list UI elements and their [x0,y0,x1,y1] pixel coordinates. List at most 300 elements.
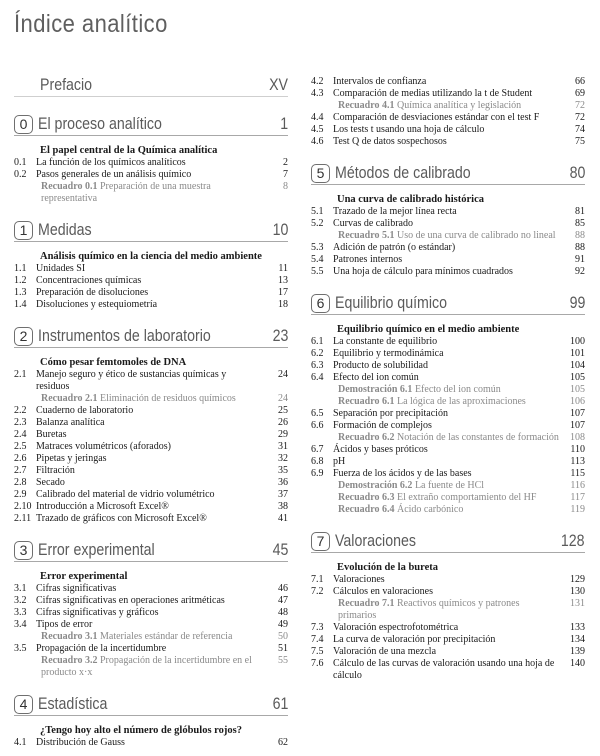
entry-number: 4.2 [311,76,324,87]
section-gap [14,311,288,325]
entry-page: 134 [570,634,585,645]
entry-page: 100 [570,336,585,347]
toc-entry[interactable] [311,574,585,586]
entry-title[interactable]: Fuerza de los ácidos y de las bases [333,468,472,479]
entry-number: 1.3 [14,287,27,298]
box-label: Recuadro 3.1 [41,631,98,642]
box-label: Recuadro 6.3 [338,492,395,503]
entry-title[interactable]: Secado [36,477,65,488]
entry-number: 6.3 [311,360,324,371]
box-title: Ácido carbónico [396,504,464,515]
entry-page: 46 [278,583,288,594]
entry-number: 0.1 [14,157,27,168]
entry-number: 4.3 [311,88,324,99]
entry-number: 6.9 [311,468,324,479]
entry-page: 11 [278,263,288,274]
entry-page: 88 [575,230,585,241]
chapter-page: 80 [569,164,585,182]
box-label: Recuadro 6.1 [338,396,395,407]
chapter-number: 6 [311,294,330,313]
toc-entry[interactable] [311,266,585,278]
entry-page: 106 [570,396,585,407]
entry-page: 107 [570,408,585,419]
chapter-number: 1 [14,221,33,240]
entry-title[interactable]: Formación de complejos [333,420,432,431]
box-entry-text[interactable] [311,100,585,112]
entry-number: 4.5 [311,124,324,135]
entry-page: 37 [278,489,288,500]
entry-title[interactable]: Los tests t usando una hoja de cálculo [333,124,485,135]
section-gap [311,278,585,292]
box-entry-text[interactable] [311,230,585,242]
box-title: Efecto del ion común [414,384,501,395]
section-subheading: Una curva de calibrado histórica [337,194,484,205]
toc-entry[interactable] [14,405,288,417]
toc-entry[interactable] [311,586,585,598]
toc-entry[interactable] [311,112,585,124]
entry-page: 50 [278,631,288,642]
box-entry-text[interactable] [14,655,288,679]
box-label: Recuadro 6.2 [338,432,395,443]
chapter-title[interactable]: Equilibrio químico [335,294,448,312]
entry-page: 105 [570,372,585,383]
entry-page: 47 [278,595,288,606]
entry-number: 1.4 [14,299,27,310]
entry-page: 48 [278,607,288,618]
toc-entry[interactable] [311,242,585,254]
chapter-title[interactable]: El proceso analítico [38,115,162,133]
entry-title[interactable]: Pipetas y jeringas [36,453,107,464]
entry-page: 25 [278,405,288,416]
toc-entry[interactable] [311,76,585,88]
toc-box-entry[interactable] [311,396,585,408]
box-title: Notación de las constantes de formación [396,432,559,443]
box-entry-text[interactable] [311,480,585,492]
toc-entry[interactable] [14,501,288,513]
entry-title[interactable]: Equilibrio y termodinámica [333,348,444,359]
entry-number: 4.1 [14,737,27,748]
chapter-number: 4 [14,695,33,714]
chapter-spacer [311,553,585,555]
chapter-number: 7 [311,532,330,551]
toc-entry[interactable] [311,634,585,646]
page-title: Índice analítico [14,10,168,38]
entry-number: 2.8 [14,477,27,488]
entry-page: 24 [278,393,288,404]
toc-entry[interactable] [311,444,585,456]
entry-page: 13 [278,275,288,286]
entry-title[interactable]: Adición de patrón (o estándar) [333,242,456,253]
entry-title[interactable]: Cálculo de las curvas de valoración usando una hoja de cálculo [333,658,555,681]
entry-number: 2.3 [14,417,27,428]
chapter-page: 23 [272,327,288,345]
toc-entry[interactable] [311,88,585,100]
entry-page: 41 [278,513,288,524]
entry-page: 35 [278,465,288,476]
toc-box-entry[interactable] [14,181,288,205]
entry-number: 5.1 [311,206,324,217]
entry-number: 7.4 [311,634,324,645]
box-label: Recuadro 5.1 [338,230,395,241]
toc-entry[interactable] [14,299,288,311]
toc-box-entry[interactable] [14,393,288,405]
entry-title[interactable]: Trazado de la mejor línea recta [333,206,457,217]
toc-box-entry[interactable] [311,230,585,242]
entry-page: 51 [278,643,288,654]
entry-page: 88 [575,242,585,253]
toc-entry[interactable] [14,441,288,453]
entry-number: 7.5 [311,646,324,657]
chapter-heading[interactable] [14,74,288,97]
entry-page: 66 [575,76,585,87]
entry-page: 81 [575,206,585,217]
entry-title[interactable]: Calibrado del material de vidrio volumétrico [36,489,215,500]
entry-title[interactable]: La curva de valoración por precipitación [333,634,496,645]
toc-entry[interactable] [311,360,585,372]
chapter-page: 1 [280,115,288,133]
chapter-page: 61 [272,695,288,713]
toc-entry[interactable] [311,136,585,148]
entry-page: 85 [575,218,585,229]
entry-page: 108 [570,432,585,443]
toc-entry[interactable] [14,453,288,465]
toc-entry[interactable] [14,465,288,477]
chapter-title[interactable]: Prefacio [40,76,93,94]
entry-number: 2.2 [14,405,27,416]
entry-page: 8 [283,181,288,192]
chapter-number: 0 [14,115,33,134]
section-subheading: Cómo pesar femtomoles de DNA [40,357,187,368]
entry-page: 62 [278,737,288,748]
chapter-heading[interactable] [14,113,288,136]
entry-number: 0.2 [14,169,27,180]
toc-left-column [14,74,288,749]
chapter-heading[interactable] [311,292,585,315]
chapter-title[interactable]: Error experimental [38,541,155,559]
toc-entry[interactable] [14,275,288,287]
section-subheading: Evolución de la bureta [337,562,439,573]
entry-page: 29 [278,429,288,440]
entry-title[interactable]: Curvas de calibrado [333,218,413,229]
chapter-heading[interactable] [14,219,288,242]
box-entry-text[interactable] [14,181,288,205]
entry-number: 5.2 [311,218,324,229]
entry-title[interactable]: Producto de solubilidad [333,360,428,371]
entry-title[interactable]: La constante de equilibrio [333,336,438,347]
entry-number: 2.5 [14,441,27,452]
entry-number: 4.4 [311,112,324,123]
box-title: Reactivos químicos y patrones primarios [338,598,520,621]
entry-title[interactable]: Filtración [36,465,75,476]
entry-page: 38 [278,501,288,512]
entry-title[interactable]: Unidades SI [36,263,86,274]
entry-page: 31 [278,441,288,452]
box-title: El extraño comportamiento del HF [396,492,537,503]
entry-page: 24 [278,369,288,380]
entry-number: 3.4 [14,619,27,630]
section-gap [311,148,585,162]
entry-number: 2.4 [14,429,27,440]
chapter-title[interactable]: Estadística [38,695,108,713]
toc-entry[interactable] [14,737,288,749]
box-title: Uso de una curva de calibrado no lineal [396,230,556,241]
entry-title[interactable]: Buretas [36,429,67,440]
entry-title[interactable]: Manejo seguro y ético de sustancias químicas y residuos [36,369,227,392]
entry-page: 2 [283,157,288,168]
box-title: Preparación de una muestra representativa [41,181,211,204]
entry-title[interactable]: Matraces volumétricos (aforados) [36,441,171,452]
toc-entry[interactable] [14,619,288,631]
entry-page: 92 [575,266,585,277]
toc-entry[interactable] [311,206,585,218]
entry-title[interactable]: La función de los químicos analíticos [36,157,186,168]
chapter-spacer [14,716,288,718]
toc-entry[interactable] [14,287,288,299]
entry-page: 49 [278,619,288,630]
box-label: Demostración 6.1 [338,384,413,395]
entry-title[interactable]: Intervalos de confianza [333,76,427,87]
toc-box-entry[interactable] [311,504,585,516]
toc-box-entry[interactable] [311,432,585,444]
chapter-title[interactable]: Valoraciones [335,532,416,550]
chapter-title[interactable]: Instrumentos de laboratorio [38,327,211,345]
toc-entry[interactable] [311,622,585,634]
toc-right-column [311,76,585,682]
entry-title[interactable]: Pasos generales de un análisis químico [36,169,192,180]
box-entry-text[interactable] [311,396,585,408]
section-gap [14,679,288,693]
entry-page: 74 [575,124,585,135]
entry-number: 2.6 [14,453,27,464]
entry-page: 131 [570,598,585,609]
section-subheading: ¿Tengo hoy alto el número de glóbulos rojos? [40,725,242,736]
chapter-spacer [14,562,288,564]
chapter-heading[interactable] [14,539,288,562]
toc-box-entry[interactable] [311,598,585,622]
entry-title[interactable]: Preparación de disoluciones [36,287,149,298]
toc-entry[interactable] [14,513,288,525]
entry-title[interactable]: pH [333,456,346,467]
entry-page: 69 [575,88,585,99]
entry-title[interactable]: Cifras significativas en operaciones aritméticas [36,595,225,606]
toc-entry[interactable] [311,348,585,360]
box-label: Recuadro 3.2 [41,655,98,666]
entry-page: 72 [575,100,585,111]
entry-page: 130 [570,586,585,597]
entry-page: 133 [570,622,585,633]
chapter-number: 2 [14,327,33,346]
box-label: Recuadro 2.1 [41,393,98,404]
toc-entry[interactable] [14,607,288,619]
toc-entry[interactable] [14,369,288,393]
box-title: Propagación de la incertidumbre en el producto x·x [41,655,252,678]
entry-number: 7.6 [311,658,324,669]
box-title: Eliminación de residuos químicos [99,393,236,404]
chapter-heading[interactable] [14,325,288,348]
entry-title[interactable]: Introducción a Microsoft Excel® [36,501,169,512]
entry-number: 3.5 [14,643,27,654]
toc-entry[interactable] [311,372,585,384]
entry-title[interactable]: Cálculos en valoraciones [333,586,433,597]
toc-box-entry[interactable] [311,480,585,492]
box-label: Recuadro 6.4 [338,504,395,515]
chapter-title[interactable]: Medidas [38,221,92,239]
entry-title[interactable]: Trazado de gráficos con Microsoft Excel® [36,513,207,524]
toc-entry[interactable] [311,408,585,420]
toc-entry[interactable] [14,477,288,489]
entry-number: 2.9 [14,489,27,500]
entry-title[interactable]: Comparación de desviaciones estándar con el test F [333,112,540,123]
toc-entry[interactable] [14,429,288,441]
box-label: Demostración 6.2 [338,480,413,491]
toc-entry[interactable] [311,218,585,230]
section-subheading: Equilibrio químico en el medio ambiente [337,324,520,335]
box-entry-text[interactable] [311,384,585,396]
toc-box-entry[interactable] [311,384,585,396]
entry-title[interactable]: Propagación de la incertidumbre [36,643,167,654]
box-entry-text[interactable] [311,504,585,516]
entry-page: 75 [575,136,585,147]
toc-entry[interactable] [311,658,585,682]
entry-number: 6.1 [311,336,324,347]
section-subheading: El papel central de la Química analítica [40,145,218,156]
toc-box-entry[interactable] [14,655,288,679]
entry-number: 6.4 [311,372,324,383]
chapter-spacer [14,348,288,350]
chapter-heading[interactable] [311,530,585,553]
entry-title[interactable]: Disoluciones y estequiometría [36,299,158,310]
entry-number: 3.2 [14,595,27,606]
section-subheading: Error experimental [40,571,128,582]
toc-box-entry[interactable] [14,631,288,643]
toc-entry[interactable] [14,583,288,595]
chapter-number: 5 [311,164,330,183]
entry-page: 32 [278,453,288,464]
entry-number: 6.5 [311,408,324,419]
entry-number: 6.7 [311,444,324,455]
entry-title[interactable]: Cifras significativas [36,583,117,594]
chapter-page: 45 [272,541,288,559]
entry-title[interactable]: Distribución de Gauss [36,737,125,748]
section-gap [14,205,288,219]
entry-page: 36 [278,477,288,488]
box-title: La fuente de HCl [414,480,485,491]
chapter-heading[interactable] [311,162,585,185]
box-entry-text[interactable] [311,598,585,622]
entry-title[interactable]: Test Q de datos sospechosos [333,136,447,147]
box-entry-text[interactable] [14,393,288,405]
entry-page: 72 [575,112,585,123]
entry-number: 2.1 [14,369,27,380]
entry-number: 2.11 [14,513,32,524]
entry-title[interactable]: Balanza analítica [36,417,105,428]
entry-page: 115 [570,468,585,479]
box-label: Recuadro 0.1 [41,181,98,192]
toc-entry[interactable] [311,456,585,468]
section-gap [311,516,585,530]
entry-page: 18 [278,299,288,310]
section-gap [14,525,288,539]
toc-box-entry[interactable] [311,100,585,112]
entry-number: 6.6 [311,420,324,431]
section-gap [14,99,288,113]
chapter-spacer [14,136,288,138]
entry-page: 7 [283,169,288,180]
entry-title[interactable]: Valoración espectrofotométrica [333,622,459,633]
entry-number: 2.7 [14,465,27,476]
entry-title[interactable]: Efecto del ion común [333,372,419,383]
toc-entry[interactable] [311,124,585,136]
toc-entry[interactable] [14,417,288,429]
entry-number: 1.1 [14,263,27,274]
entry-number: 3.3 [14,607,27,618]
toc-entry[interactable] [311,468,585,480]
entry-page: 113 [570,456,585,467]
chapter-page: XV [269,76,288,94]
entry-title[interactable]: Cifras significativas y gráficos [36,607,159,618]
box-title: La lógica de las aproximaciones [396,396,526,407]
entry-title[interactable]: Tipos de error [36,619,93,630]
entry-page: 117 [570,492,585,503]
toc-entry[interactable] [311,254,585,266]
entry-title[interactable]: Valoración de una mezcla [333,646,437,657]
box-entry-text[interactable] [311,432,585,444]
toc-entry[interactable] [311,420,585,432]
entry-title[interactable]: Cuaderno de laboratorio [36,405,134,416]
box-label: Recuadro 7.1 [338,598,395,609]
entry-page: 26 [278,417,288,428]
entry-page: 107 [570,420,585,431]
toc-entry[interactable] [14,263,288,275]
entry-number: 5.5 [311,266,324,277]
entry-page: 129 [570,574,585,585]
entry-title[interactable]: Ácidos y bases próticos [333,444,428,455]
box-entry-text[interactable] [311,492,585,504]
toc-entry[interactable] [311,646,585,658]
box-entry-text[interactable] [14,631,288,643]
box-title: Materiales estándar de referencia [99,631,233,642]
entry-page: 119 [570,504,585,515]
toc-box-entry[interactable] [311,492,585,504]
chapter-heading[interactable] [14,693,288,716]
entry-title[interactable]: Comparación de medias utilizando la t de Student [333,88,533,99]
toc-entry[interactable] [14,157,288,169]
chapter-page: 99 [569,294,585,312]
entry-number: 5.4 [311,254,324,265]
entry-title[interactable]: Concentraciones químicas [36,275,142,286]
entry-title[interactable]: Patrones internos [333,254,403,265]
entry-page: 116 [570,480,585,491]
entry-page: 17 [278,287,288,298]
chapter-page: 10 [272,221,288,239]
toc-entry[interactable] [14,595,288,607]
chapter-title[interactable]: Métodos de calibrado [335,164,471,182]
entry-number: 4.6 [311,136,324,147]
entry-number: 6.2 [311,348,324,359]
entry-title[interactable]: Valoraciones [333,574,385,585]
entry-page: 110 [570,444,585,455]
toc-entry[interactable] [14,169,288,181]
toc-entry[interactable] [311,336,585,348]
chapter-spacer [311,315,585,317]
entry-number: 6.8 [311,456,324,467]
toc-entry[interactable] [14,643,288,655]
entry-title[interactable]: Separación por precipitación [333,408,448,419]
entry-title[interactable]: Una hoja de cálculo para mínimos cuadrados [333,266,513,277]
toc-entry[interactable] [14,489,288,501]
entry-page: 105 [570,384,585,395]
entry-page: 101 [570,348,585,359]
